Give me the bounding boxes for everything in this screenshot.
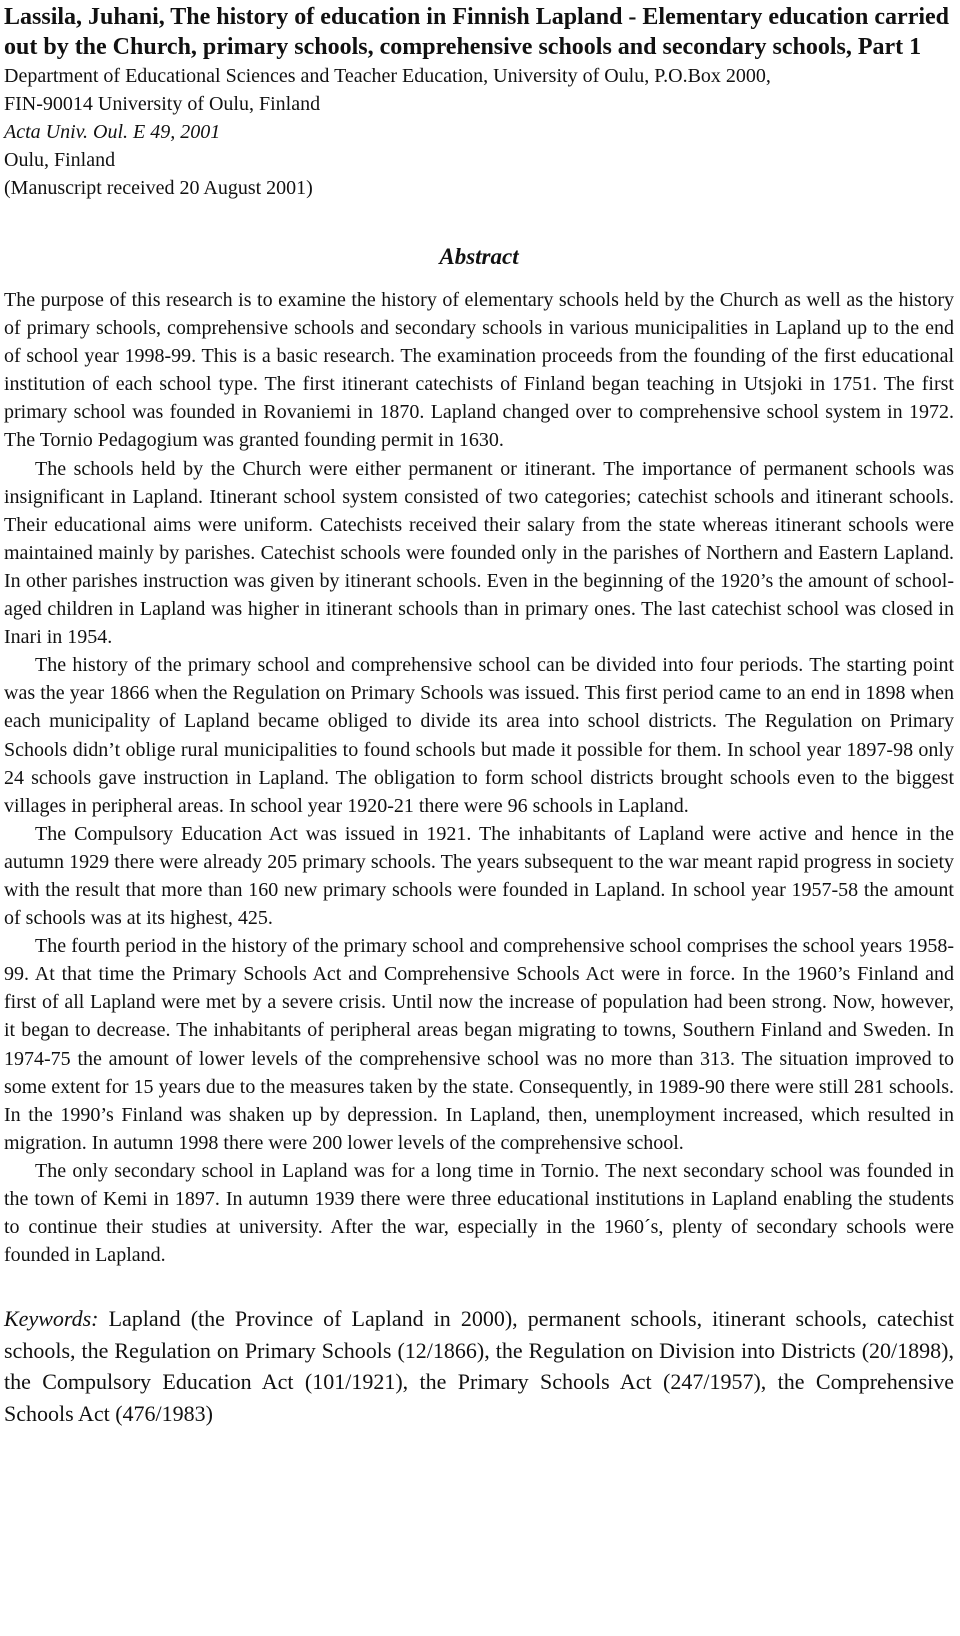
affiliation-line-1: Department of Educational Sciences and Teacher Education, University of Oulu, P.O.Box 2000, <box>4 65 771 87</box>
series-reference: Acta Univ. Oul. E 49, 2001 <box>4 121 221 143</box>
abstract-paragraph: The schools held by the Church were either permanent or itinerant. The importance of permanent schools was insignificant in Lapland. Itinerant school system consisted of two categories; catechist schools and itinerant schools. Their educational aims were uniform. Catechists received their salary from the state whereas itinerant schools were maintained mainly by parishes. Catechist schools were founded only in the parishes of Northern and Eastern Lapland. In other parishes instruction was given by itinerant schools. Even in the beginning of the 1920’s the amount of school-aged children in Lapland was higher in itinerant schools than in primary ones. The last catechist school was closed in Inari in 1954. <box>4 457 954 649</box>
abstract-body <box>4 286 954 1269</box>
abstract-heading: Abstract <box>439 244 519 269</box>
document-title: Lassila, Juhani, The history of education in Finnish Lapland - Elementary education carried out by the Church, primary schools, comprehensive schools and secondary schools, Part 1 <box>4 4 950 60</box>
abstract-paragraph: The history of the primary school and comprehensive school can be divided into four periods. The starting point was the year 1866 when the Regulation on Primary Schools was issued. This first period came to an end in 1898 when each municipality of Lapland became obliged to divide its area into school districts. The Regulation on Primary Schools didn’t oblige rural municipalities to found schools but made it possible for them. In school year 1897-98 only 24 schools gave instruction in Lapland. The obligation to form school districts brought schools even to the biggest villages in peripheral areas. In school year 1920-21 there were 96 schools in Lapland. <box>4 654 954 817</box>
publication-location: Oulu, Finland <box>4 149 116 171</box>
abstract-paragraph: The Compulsory Education Act was issued in 1921. The inhabitants of Lapland were active and hence in the autumn 1929 there were already 205 primary schools. The years subsequent to the war meant rapid progress in society with the result that more than 160 new primary schools were founded in Lapland. In school year 1957-58 the amount of schools was at its highest, 425. <box>4 822 954 930</box>
affiliation-line-2: FIN-90014 University of Oulu, Finland <box>4 93 321 115</box>
keywords-text: Lapland (the Province of Lapland in 2000), permanent schools, itinerant schools, catechist schools, the Regulation on Primary Schools (12/1866), the Regulation on Division into Districts (20/1898), the Compulsory Education Act (101/1921), the Primary Schools Act (247/1957), the Comprehensive Schools Act (476/1983) <box>4 1306 955 1426</box>
keywords-section <box>4 1303 954 1429</box>
keywords-label: Keywords: <box>4 1306 99 1332</box>
abstract-paragraph: The purpose of this research is to examine the history of elementary schools held by the Church as well as the history of primary schools, comprehensive schools and secondary schools in various municipalities in Lapland up to the end of school year 1998-99. This is a basic research. The examination proceeds from the founding of the first educational institution of each school type. The first itinerant catechists of Finland began teaching in Utsjoki in 1751. The first primary school was founded in Rovaniemi in 1870. Lapland changed over to comprehensive school system in 1972. The Tornio Pedagogium was granted founding permit in 1630. <box>4 289 954 452</box>
manuscript-received: (Manuscript received 20 August 2001) <box>4 177 313 199</box>
publication-info <box>4 62 954 202</box>
document-page <box>4 0 954 1429</box>
abstract-paragraph: The fourth period in the history of the primary school and comprehensive school comprises the school years 1958-99. At that time the Primary Schools Act and Comprehensive Schools Act were in force. In the 1960’s Finland and first of all Lapland were met by a severe crisis. Until now the increase of population had been strong. Now, however, it began to decrease. The inhabitants of peripheral areas began migrating to towns, Southern Finland and Sweden. In 1974-75 the amount of lower levels of the comprehensive school was no more than 313. The situation improved to some extent for 15 years due to the measures taken by the state. Consequently, in 1989-90 there were still 281 schools. In the 1990’s Finland was shaken up by depression. In Lapland, then, unemployment increased, which resulted in migration. In autumn 1998 there were 200 lower levels of the comprehensive school. <box>4 935 954 1154</box>
abstract-paragraph: The only secondary school in Lapland was for a long time in Tornio. The next secondary school was founded in the town of Kemi in 1897. In autumn 1939 there were three educational institutions in Lapland enabling the students to continue their studies at university. After the war, especially in the 1960´s, plenty of secondary schools were founded in Lapland. <box>4 1159 954 1267</box>
